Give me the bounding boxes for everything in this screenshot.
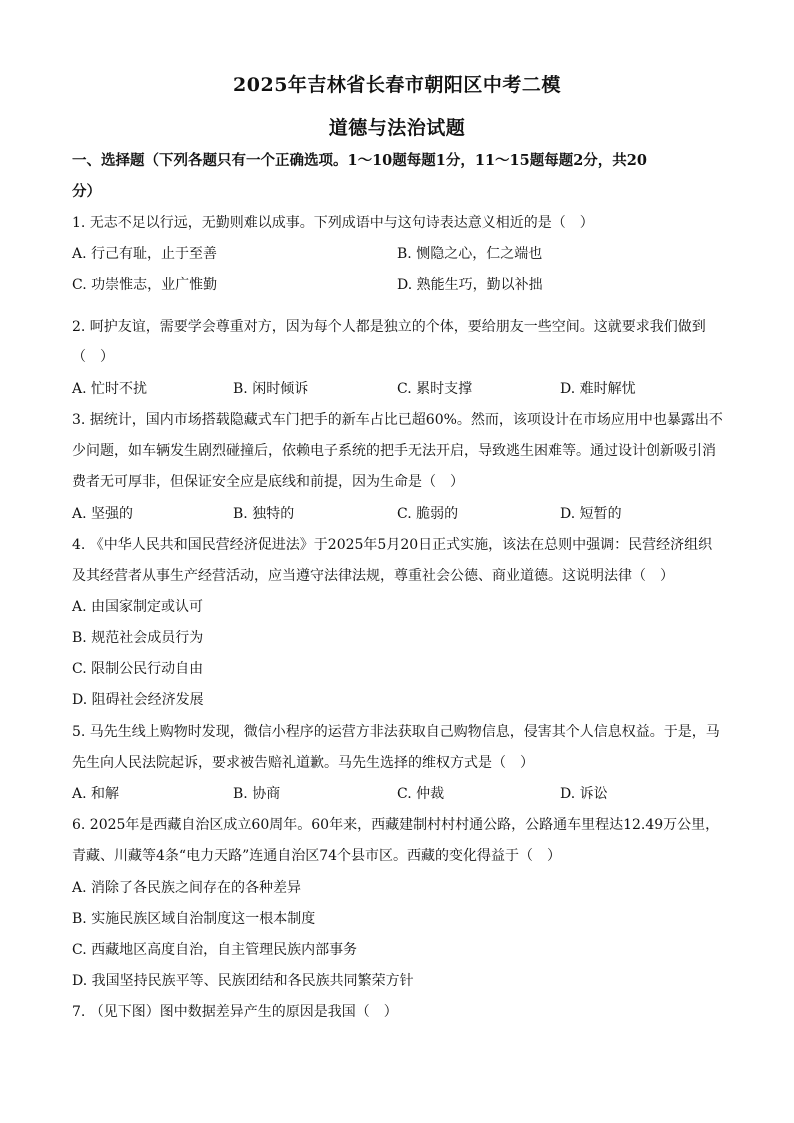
question-3-option-c: C. 脆弱的 <box>397 506 459 522</box>
question-6-option-b: B. 实施民族区域自治制度这一根本制度 <box>72 911 316 927</box>
question-2-stem: 2. 呵护友谊，需要学会尊重对方，因为每个人都是独立的个体，要给朋友一些空间。这就要求我们做到 <box>72 319 706 335</box>
question-2-option-b: B. 闲时倾诉 <box>233 381 309 397</box>
question-1-stem: 1. 无志不足以行远，无勤则难以成事。下列成语中与这句诗表达意义相近的是（ ） <box>72 215 594 231</box>
question-4-option-b: B. 规范社会成员行为 <box>72 630 204 646</box>
question-6-stem: 6. 2025年是西藏自治区成立60周年。60年来，西藏建制村村村通公路，公路通车里程达12.49万公里， <box>72 817 720 833</box>
page-subtitle: 道德与法治试题 <box>328 117 466 139</box>
question-4-option-c: C. 限制公民行动自由 <box>72 661 204 677</box>
section-heading: 一、选择题（下列各题只有一个正确选项。1～10题每题1分，11～15题每题2分，共20 <box>72 152 647 169</box>
question-2-option-d: D. 难时解忧 <box>560 381 636 397</box>
question-3-stem-cont-1: 少问题，如车辆发生剧烈碰撞后，依赖电子系统的把手无法开启，导致逃生困难等。通过设计创新吸引消 <box>72 443 716 459</box>
question-4-option-d: D. 阻碍社会经济发展 <box>72 692 204 708</box>
question-2-stem-cont: （ ） <box>72 349 114 365</box>
question-3-option-b: B. 独特的 <box>233 506 295 522</box>
question-2-option-a: A. 忙时不扰 <box>72 381 148 397</box>
section-heading-cont: 分） <box>72 183 101 200</box>
question-5-stem-cont: 先生向人民法院起诉，要求被告赔礼道歉。马先生选择的维权方式是（ ） <box>72 755 534 771</box>
question-3-option-a: A. 坚强的 <box>72 506 134 522</box>
question-5-option-b: B. 协商 <box>233 786 281 802</box>
question-4-stem: 4. 《中华人民共和国民营经济促进法》于2025年5月20日正式实施，该法在总则中强调：民营经济组织 <box>72 537 713 553</box>
question-5-option-d: D. 诉讼 <box>560 786 608 802</box>
question-5-stem: 5. 马先生线上购物时发现，微信小程序的运营方非法获取自己购物信息，侵害其个人信息权益。于是，马 <box>72 724 720 740</box>
question-7-stem: 7. （见下图）图中数据差异产生的原因是我国（ ） <box>72 1004 398 1020</box>
question-3-option-d: D. 短暂的 <box>560 506 622 522</box>
page-title: 2025年吉林省长春市朝阳区中考二模 <box>233 74 561 96</box>
question-1-option-a: A. 行己有耻，止于至善 <box>72 246 218 262</box>
question-1-option-c: C. 功崇惟志，业广惟勤 <box>72 277 218 293</box>
question-6-option-c: C. 西藏地区高度自治，自主管理民族内部事务 <box>72 942 358 958</box>
question-5-option-c: C. 仲裁 <box>397 786 445 802</box>
question-6-option-a: A. 消除了各民族之间存在的各种差异 <box>72 880 302 896</box>
question-6-stem-cont: 青藏、川藏等4条“电力天路”连通自治区74个县市区。西藏的变化得益于（ ） <box>72 848 562 864</box>
question-5-option-a: A. 和解 <box>72 786 120 802</box>
question-1-option-b: B. 恻隐之心，仁之端也 <box>397 246 543 262</box>
question-2-option-c: C. 累时支撑 <box>397 381 473 397</box>
question-4-option-a: A. 由国家制定或认可 <box>72 599 204 615</box>
question-4-stem-cont: 及其经营者从事生产经营活动，应当遵守法律法规，尊重社会公德、商业道德。这说明法律（ ） <box>72 568 674 584</box>
question-1-option-d: D. 熟能生巧，勤以补拙 <box>397 277 543 293</box>
question-3-stem: 3. 据统计，国内市场搭载隐藏式车门把手的新车占比已超60%。然而，该项设计在市场应用中也暴露出不 <box>72 412 723 428</box>
question-6-option-d: D. 我国坚持民族平等、民族团结和各民族共同繁荣方针 <box>72 973 414 989</box>
question-3-stem-cont-2: 费者无可厚非，但保证安全应是底线和前提，因为生命是（ ） <box>72 474 464 490</box>
